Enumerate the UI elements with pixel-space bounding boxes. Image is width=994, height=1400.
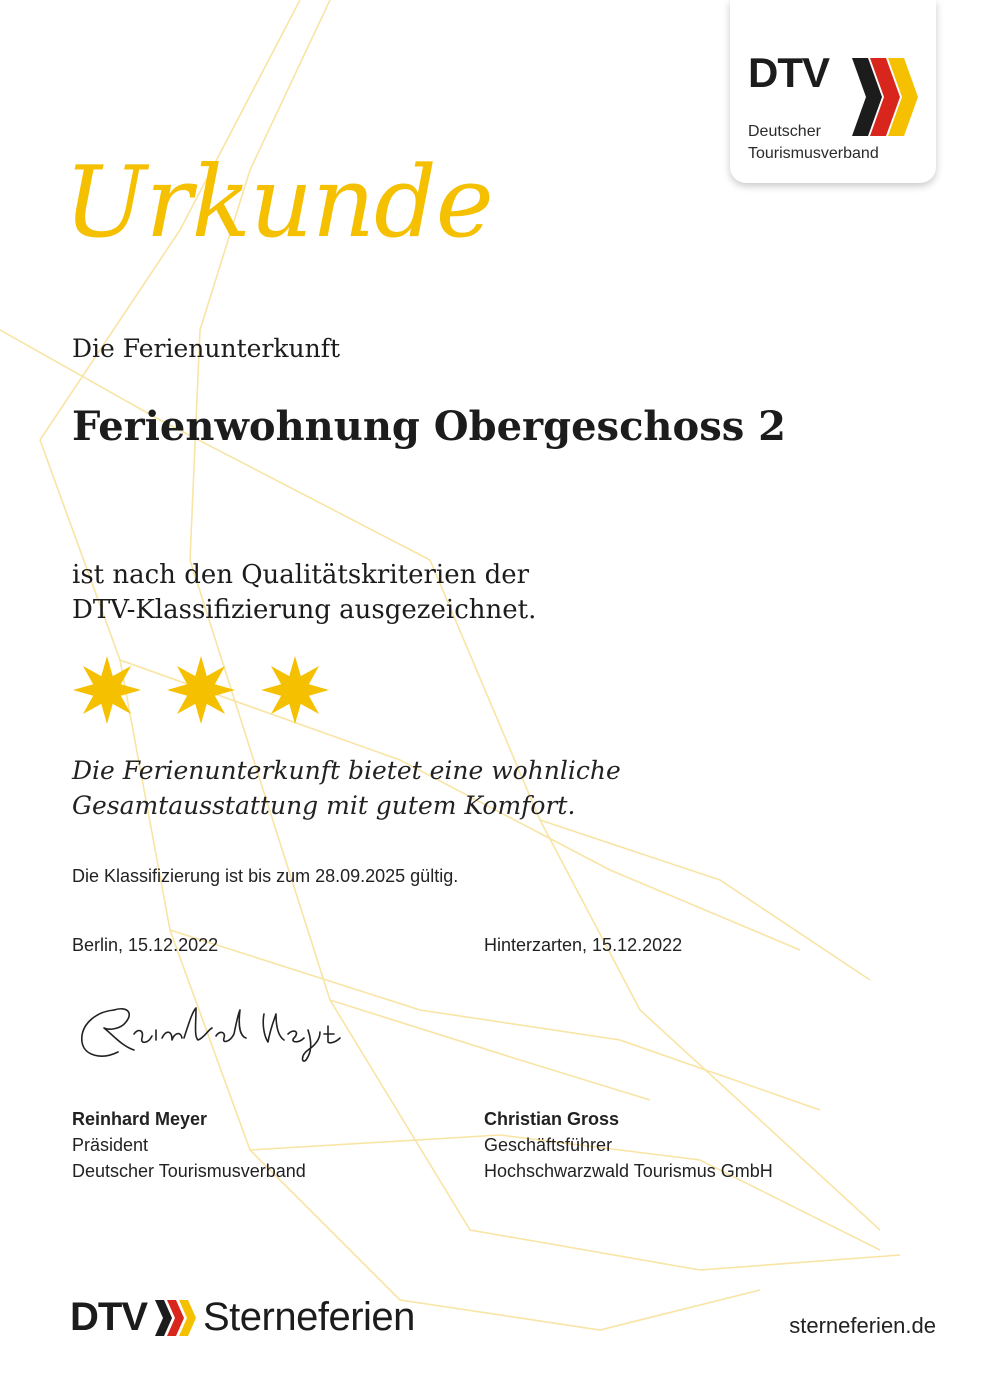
footer-url: sterneferien.de (789, 1313, 936, 1338)
dtv-logo (730, 0, 936, 183)
logo-line2: Tourismusverband (748, 145, 879, 162)
signatory-role: Geschäftsführer (484, 1135, 613, 1155)
star-icon (72, 655, 142, 725)
logo-line1: Deutscher (748, 123, 821, 140)
star-icon (166, 655, 236, 725)
chevron-logo-icon (153, 1296, 199, 1340)
signatory-organization: Hochschwarzwald Tourismus GmbH (484, 1161, 773, 1181)
footer-brand-logo (70, 1295, 415, 1340)
logo-subtitle (748, 121, 879, 165)
place-date-left: Berlin, 15.12.2022 (72, 935, 219, 955)
footer-brand-name: Sterneferien (203, 1295, 415, 1339)
signatory-organization: Deutscher Tourismusverband (72, 1161, 306, 1181)
star-rating (72, 655, 330, 725)
description-line-2: Gesamtausstattung mit gutem Komfort. (72, 791, 576, 820)
footer-brand-abbr: DTV (70, 1295, 147, 1339)
validity-text: Die Klassifizierung ist bis zum 28.09.2025 gültig. (72, 866, 459, 886)
signatory-name: Christian Gross (484, 1109, 620, 1129)
statement-line-2: DTV-Klassifizierung ausgezeichnet. (72, 595, 537, 625)
classification-statement (72, 558, 892, 628)
property-name: Ferienwohnung Obergeschoss 2 (72, 403, 786, 450)
comfort-description (72, 753, 892, 823)
lead-text: Die Ferienunterkunft (72, 334, 341, 363)
statement-line-1: ist nach den Qualitätskriterien der (72, 560, 530, 590)
place-date-right: Hinterzarten, 15.12.2022 (484, 935, 683, 955)
signatory-name: Reinhard Meyer (72, 1109, 208, 1129)
description-line-1: Die Ferienunterkunft bietet eine wohnliche (72, 756, 621, 785)
signatory-role: Präsident (72, 1135, 149, 1155)
signatory-left (72, 1106, 306, 1184)
handwritten-signature (74, 990, 354, 1070)
star-icon (260, 655, 330, 725)
certificate-title: Urkunde (64, 146, 493, 260)
logo-abbr: DTV (748, 49, 829, 96)
signatory-right (484, 1106, 773, 1184)
